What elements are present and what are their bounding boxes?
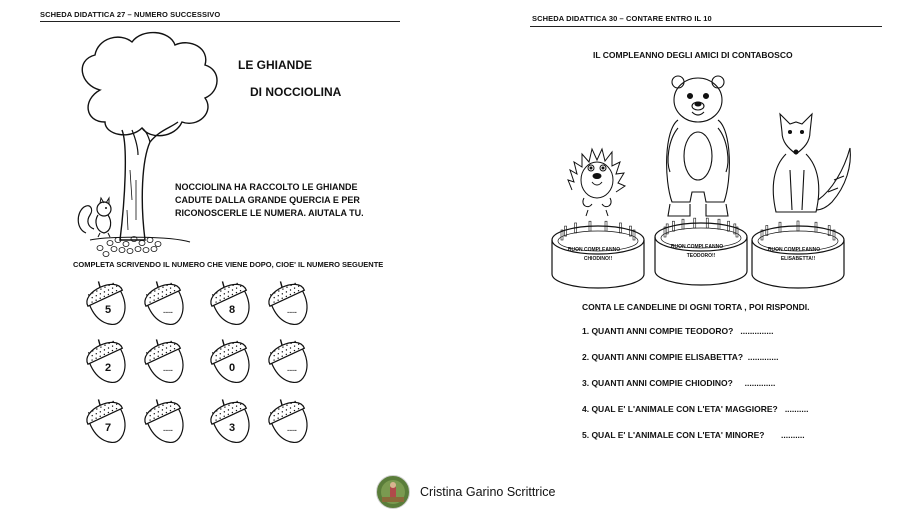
cake-greeting: BUON COMPLEANNO bbox=[767, 247, 821, 253]
acorn-number: 5 bbox=[104, 304, 112, 316]
cake-greeting: ELISABETTA!! bbox=[780, 256, 816, 262]
cake-greeting: TEODORO!! bbox=[686, 253, 716, 259]
answer-blank: .............. bbox=[740, 326, 774, 336]
acorn-blank: ..... bbox=[163, 426, 173, 433]
right-instruction: CONTA LE CANDELINE DI OGNI TORTA , POI RISPONDI. bbox=[582, 302, 810, 312]
left-title-line2: DI NOCCIOLINA bbox=[250, 85, 342, 99]
question-text: 4. QUAL E' L'ANIMALE CON L'ETA' MAGGIORE? bbox=[582, 404, 778, 414]
acorn-number: 7 bbox=[104, 422, 112, 434]
author-name-link[interactable]: Cristina Garino Scrittrice bbox=[420, 485, 556, 499]
acorn-number: 2 bbox=[104, 362, 112, 374]
question-item bbox=[582, 352, 808, 378]
answer-blank: ............. bbox=[747, 352, 779, 362]
candle-icon bbox=[766, 226, 768, 236]
right-title: IL COMPLEANNO DEGLI AMICI DI CONTABOSCO bbox=[593, 50, 793, 60]
cake-greeting: CHIODINO!! bbox=[583, 256, 613, 262]
question-text: 5. QUAL E' L'ANIMALE CON L'ETA' MINORE? bbox=[582, 430, 765, 440]
question-item bbox=[582, 378, 808, 404]
acorn-number: 0 bbox=[228, 362, 236, 374]
story-line: NOCCIOLINA HA RACCOLTO LE GHIANDE bbox=[175, 182, 358, 192]
answer-blank: .......... bbox=[781, 430, 805, 440]
candle-icon bbox=[565, 226, 567, 236]
cake-icon bbox=[552, 221, 644, 288]
questions-list bbox=[582, 326, 808, 456]
cake-greeting: BUON COMPLEANNO bbox=[567, 247, 621, 253]
story-line: RICONOSCERLE LE NUMERA. AIUTALA TU. bbox=[175, 208, 364, 218]
acorn-blank: ..... bbox=[287, 366, 297, 373]
acorn-blank: ..... bbox=[163, 308, 173, 315]
question-text: 1. QUANTI ANNI COMPIE TEODORO? bbox=[582, 326, 734, 336]
cake-icon bbox=[655, 218, 747, 285]
left-instruction: COMPLETA SCRIVENDO IL NUMERO CHE VIENE DOPO, CIOE' IL NUMERO SEGUENTE bbox=[73, 260, 384, 269]
question-text: 2. QUANTI ANNI COMPIE ELISABETTA? bbox=[582, 352, 744, 362]
left-sheet-header: SCHEDA DIDATTICA 27 – NUMERO SUCCESSIVO bbox=[40, 10, 221, 19]
acorn-blank: ..... bbox=[287, 426, 297, 433]
question-item bbox=[582, 430, 808, 456]
acorn-blank: ..... bbox=[163, 366, 173, 373]
candle-icon bbox=[629, 226, 631, 236]
candle-icon bbox=[828, 226, 830, 236]
right-sheet-header: SCHEDA DIDATTICA 30 – CONTARE ENTRO IL 10 bbox=[532, 14, 712, 23]
cake-greeting: BUON COMPLEANNO bbox=[670, 244, 724, 250]
acorn-number: 3 bbox=[228, 422, 236, 434]
cake-icon bbox=[752, 221, 844, 288]
acorn-blank: ..... bbox=[287, 308, 297, 315]
answer-blank: ............. bbox=[744, 378, 776, 388]
question-text: 3. QUANTI ANNI COMPIE CHIODINO? bbox=[582, 378, 733, 388]
question-item bbox=[582, 404, 808, 430]
question-item bbox=[582, 326, 808, 352]
author-avatar[interactable] bbox=[376, 475, 410, 509]
answer-blank: .......... bbox=[784, 404, 809, 414]
story-line: CADUTE DALLA GRANDE QUERCIA E PER bbox=[175, 195, 360, 205]
left-title-line1: LE GHIANDE bbox=[238, 58, 313, 72]
acorn-number: 8 bbox=[228, 304, 236, 316]
